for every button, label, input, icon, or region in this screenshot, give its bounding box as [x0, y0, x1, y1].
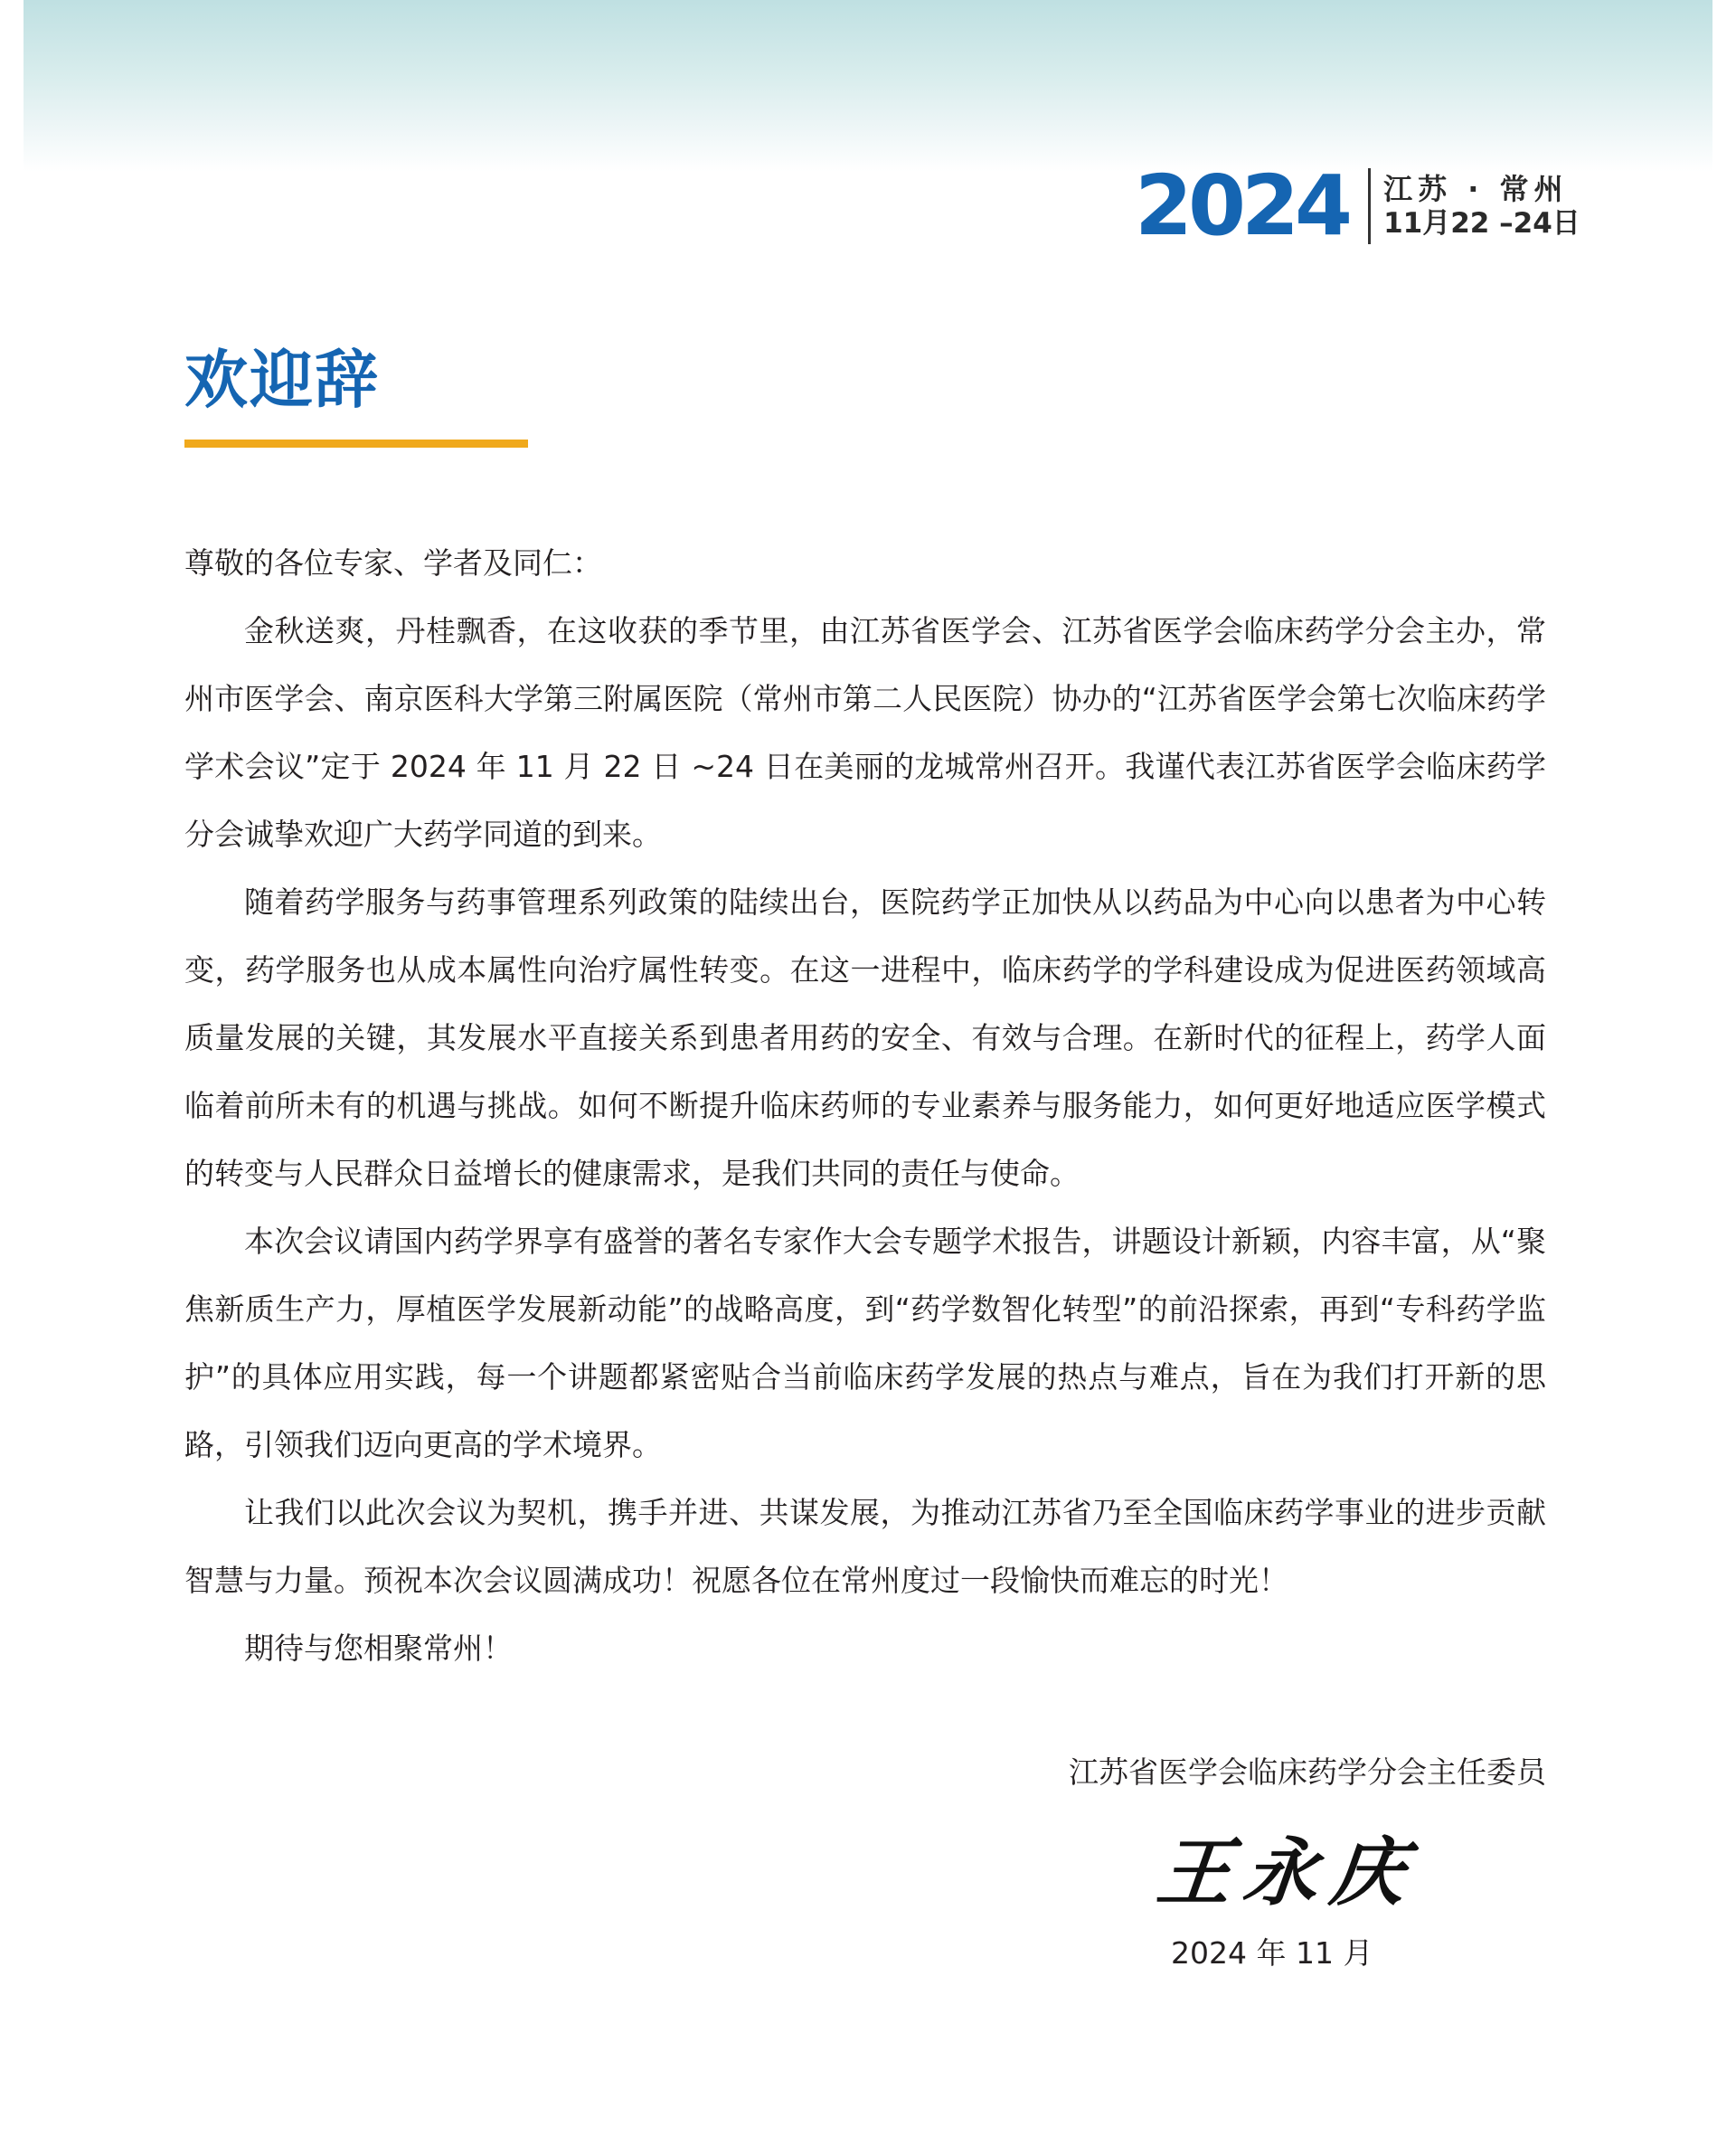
- letter-salutation: 尊敬的各位专家、学者及同仁：: [184, 545, 602, 581]
- event-banner: [1135, 157, 1580, 254]
- signatory-title: 江苏省医学会临床药学分会主任委员: [1069, 1754, 1546, 1790]
- letter-paragraph: 让我们以此次会议为契机，携手并进、共谋发展，为推动江苏省乃至全国临床药学事业的进步贡献智慧与力量。预祝本次会议圆满成功！祝愿各位在常州度过一段愉快而难忘的时光！: [184, 1495, 1546, 1598]
- signature-block: [995, 1750, 1546, 1976]
- signature-date: 2024 年 11 月: [1171, 1935, 1373, 1971]
- letter-paragraph: 本次会议请国内药学界享有盛誉的著名专家作大会专题学术报告，讲题设计新颖，内容丰富，从“聚焦新质生产力，厚植医学发展新动能”的战略高度，到“药学数智化转型”的前沿探索，再到“专科药学监护”的具体应用实践，每一个讲题都紧密贴合当前临床药学发展的热点与难点，旨在为我们打开新的思路，引领我们迈向更高的学术境界。: [184, 1224, 1546, 1462]
- letter-paragraph: 随着药学服务与药事管理系列政策的陆续出台，医院药学正加快从以药品为中心向以患者为中心转变，药学服务也从成本属性向治疗属性转变。在这一进程中，临床药学的学科建设成为促进医药领域高质量发展的关键，其发展水平直接关系到患者用药的安全、有效与合理。在新时代的征程上，药学人面临着前所未有的机遇与挑战。如何不断提升临床药师的专业素养与服务能力，如何更好地适应医学模式的转变与人民群众日益增长的健康需求，是我们共同的责任与使命。: [184, 884, 1546, 1191]
- event-year: 2024: [1135, 157, 1349, 254]
- event-divider: [1368, 168, 1371, 244]
- event-dates: 11月22 –24日: [1383, 206, 1580, 240]
- letter-body: [184, 529, 1546, 1682]
- title-underline: [184, 440, 528, 448]
- letter-paragraph: 期待与您相聚常州！: [244, 1631, 513, 1666]
- page-title: 欢迎辞: [184, 343, 380, 417]
- handwritten-signature: 王永庆: [1152, 1830, 1423, 1916]
- header-background-band: [24, 0, 1712, 172]
- event-location: 江苏 · 常州: [1383, 172, 1569, 207]
- letter-paragraph: 金秋送爽，丹桂飘香，在这收获的季节里，由江苏省医学会、江苏省医学会临床药学分会主办，常州市医学会、南京医科大学第三附属医院（常州市第二人民医院）协办的“江苏省医学会第七次临床药学学术会议”定于 2024 年 11 月 22 日 ~24 日在美丽的龙城常州召开。我谨代表江苏省医学会临床药学分会诚挚欢迎广大药学同道的到来。: [184, 613, 1546, 852]
- event-meta: [1383, 172, 1580, 241]
